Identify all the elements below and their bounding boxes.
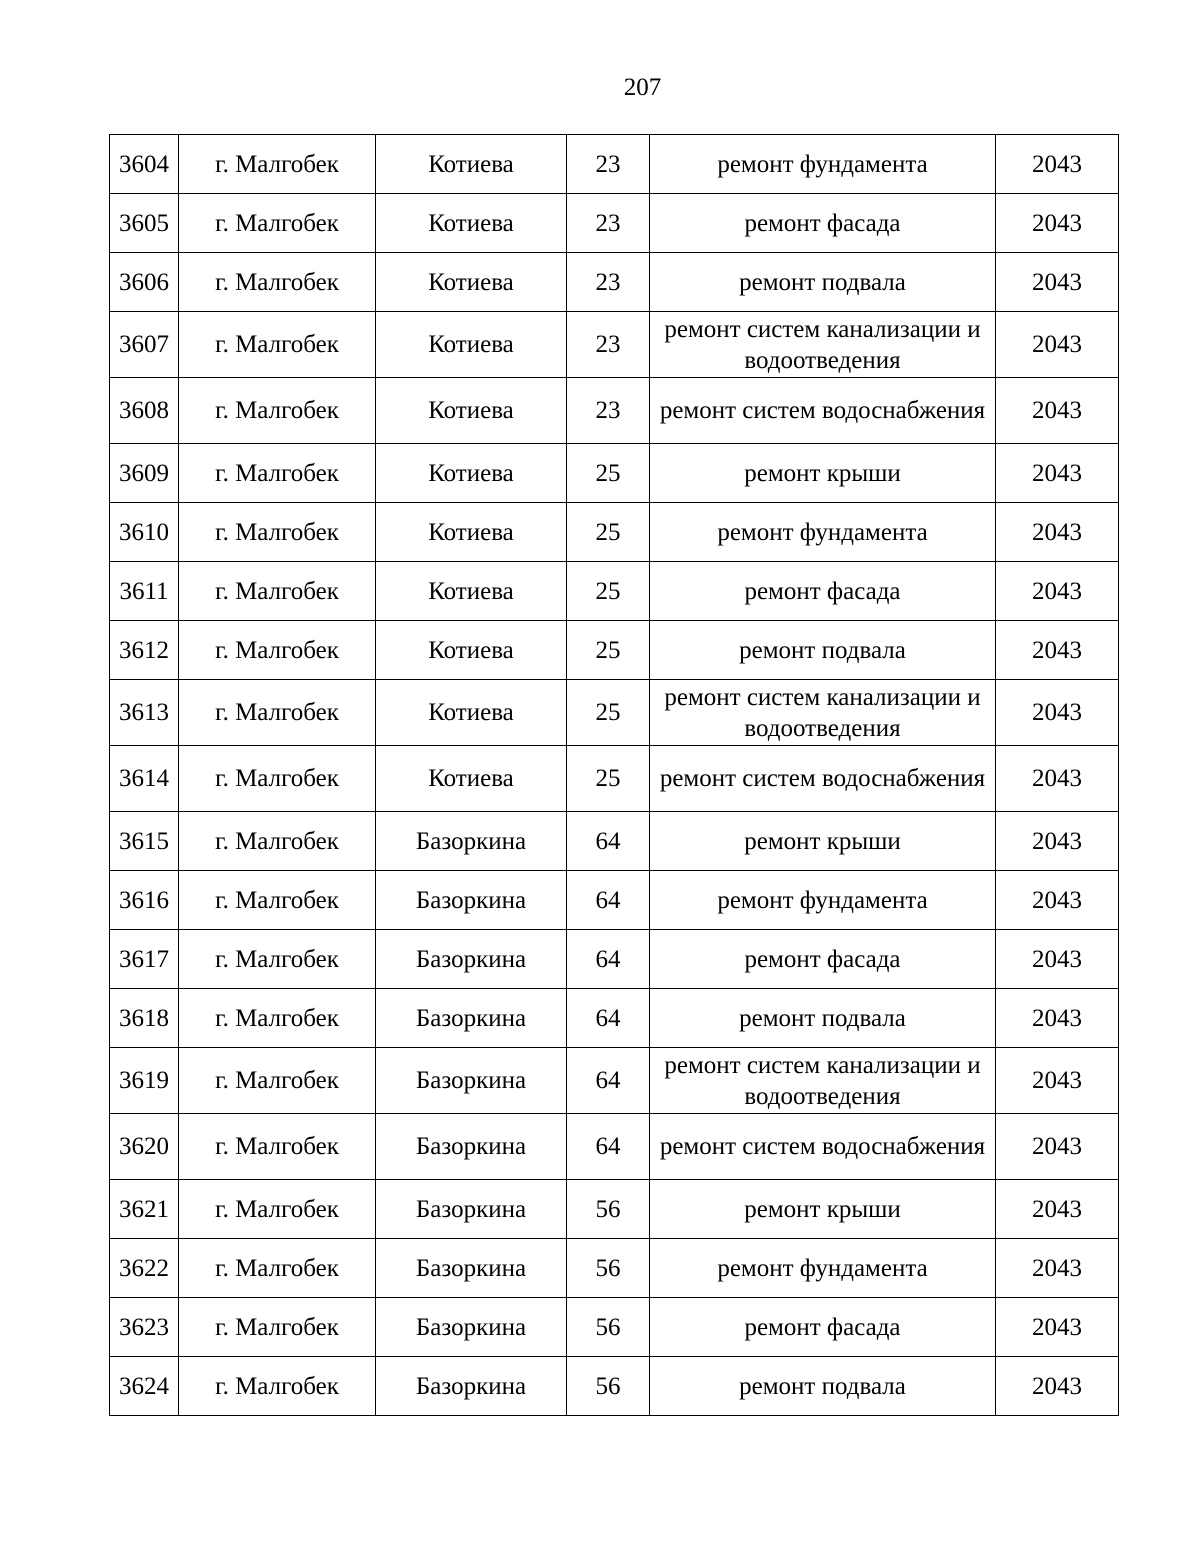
street-cell: Котиева — [376, 621, 567, 680]
house-cell: 23 — [567, 135, 650, 194]
year-cell: 2043 — [996, 680, 1119, 746]
row-number-cell: 3610 — [110, 503, 179, 562]
house-cell: 56 — [567, 1239, 650, 1298]
city-cell: г. Малгобек — [179, 562, 376, 621]
city-cell: г. Малгобек — [179, 930, 376, 989]
row-number-cell: 3615 — [110, 812, 179, 871]
row-number-cell: 3614 — [110, 746, 179, 812]
work-type-cell: ремонт систем канализации и водоотведения — [650, 1048, 996, 1114]
work-type-cell: ремонт крыши — [650, 444, 996, 503]
street-cell: Котиева — [376, 503, 567, 562]
row-number-cell: 3607 — [110, 312, 179, 378]
city-cell: г. Малгобек — [179, 989, 376, 1048]
row-number-cell: 3619 — [110, 1048, 179, 1114]
table-row — [110, 1114, 1119, 1180]
city-cell: г. Малгобек — [179, 746, 376, 812]
table-row — [110, 989, 1119, 1048]
house-cell: 56 — [567, 1298, 650, 1357]
house-cell: 56 — [567, 1180, 650, 1239]
year-cell: 2043 — [996, 1180, 1119, 1239]
street-cell: Базоркина — [376, 871, 567, 930]
house-cell: 25 — [567, 680, 650, 746]
year-cell: 2043 — [996, 1357, 1119, 1416]
year-cell: 2043 — [996, 562, 1119, 621]
work-type-cell: ремонт систем канализации и водоотведения — [650, 312, 996, 378]
row-number-cell: 3620 — [110, 1114, 179, 1180]
house-cell: 25 — [567, 562, 650, 621]
city-cell: г. Малгобек — [179, 1114, 376, 1180]
row-number-cell: 3616 — [110, 871, 179, 930]
table-row — [110, 621, 1119, 680]
table-row — [110, 930, 1119, 989]
table-row — [110, 253, 1119, 312]
row-number-cell: 3611 — [110, 562, 179, 621]
work-type-cell: ремонт фундамента — [650, 135, 996, 194]
year-cell: 2043 — [996, 871, 1119, 930]
table-row — [110, 1298, 1119, 1357]
row-number-cell: 3617 — [110, 930, 179, 989]
street-cell: Котиева — [376, 680, 567, 746]
row-number-cell: 3609 — [110, 444, 179, 503]
row-number-cell: 3623 — [110, 1298, 179, 1357]
house-cell: 64 — [567, 1114, 650, 1180]
year-cell: 2043 — [996, 746, 1119, 812]
table-row — [110, 378, 1119, 444]
street-cell: Котиева — [376, 378, 567, 444]
street-cell: Котиева — [376, 562, 567, 621]
row-number-cell: 3605 — [110, 194, 179, 253]
work-type-cell: ремонт систем водоснабжения — [650, 746, 996, 812]
house-cell: 23 — [567, 378, 650, 444]
street-cell: Котиева — [376, 253, 567, 312]
city-cell: г. Малгобек — [179, 1048, 376, 1114]
work-type-cell: ремонт систем канализации и водоотведения — [650, 680, 996, 746]
work-type-cell: ремонт крыши — [650, 812, 996, 871]
year-cell: 2043 — [996, 930, 1119, 989]
house-cell: 25 — [567, 503, 650, 562]
city-cell: г. Малгобек — [179, 621, 376, 680]
city-cell: г. Малгобек — [179, 1357, 376, 1416]
street-cell: Базоркина — [376, 1239, 567, 1298]
city-cell: г. Малгобек — [179, 503, 376, 562]
city-cell: г. Малгобек — [179, 812, 376, 871]
house-cell: 23 — [567, 312, 650, 378]
year-cell: 2043 — [996, 621, 1119, 680]
city-cell: г. Малгобек — [179, 312, 376, 378]
year-cell: 2043 — [996, 444, 1119, 503]
table-row — [110, 444, 1119, 503]
city-cell: г. Малгобек — [179, 378, 376, 444]
house-cell: 64 — [567, 930, 650, 989]
table-row — [110, 1180, 1119, 1239]
street-cell: Базоркина — [376, 1180, 567, 1239]
house-cell: 23 — [567, 253, 650, 312]
year-cell: 2043 — [996, 989, 1119, 1048]
city-cell: г. Малгобек — [179, 1239, 376, 1298]
city-cell: г. Малгобек — [179, 680, 376, 746]
street-cell: Базоркина — [376, 1114, 567, 1180]
year-cell: 2043 — [996, 194, 1119, 253]
house-cell: 64 — [567, 989, 650, 1048]
row-number-cell: 3608 — [110, 378, 179, 444]
repair-schedule-table — [109, 134, 1119, 1416]
street-cell: Базоркина — [376, 1357, 567, 1416]
table-row — [110, 135, 1119, 194]
work-type-cell: ремонт систем водоснабжения — [650, 378, 996, 444]
row-number-cell: 3618 — [110, 989, 179, 1048]
street-cell: Котиева — [376, 194, 567, 253]
work-type-cell: ремонт подвала — [650, 621, 996, 680]
table-row — [110, 812, 1119, 871]
year-cell: 2043 — [996, 1298, 1119, 1357]
work-type-cell: ремонт систем водоснабжения — [650, 1114, 996, 1180]
work-type-cell: ремонт крыши — [650, 1180, 996, 1239]
city-cell: г. Малгобек — [179, 1180, 376, 1239]
city-cell: г. Малгобек — [179, 135, 376, 194]
street-cell: Котиева — [376, 444, 567, 503]
row-number-cell: 3613 — [110, 680, 179, 746]
house-cell: 25 — [567, 746, 650, 812]
table-row — [110, 871, 1119, 930]
house-cell: 23 — [567, 194, 650, 253]
table-row — [110, 1048, 1119, 1114]
row-number-cell: 3624 — [110, 1357, 179, 1416]
year-cell: 2043 — [996, 503, 1119, 562]
year-cell: 2043 — [996, 135, 1119, 194]
row-number-cell: 3604 — [110, 135, 179, 194]
house-cell: 64 — [567, 812, 650, 871]
year-cell: 2043 — [996, 812, 1119, 871]
house-cell: 64 — [567, 871, 650, 930]
work-type-cell: ремонт подвала — [650, 1357, 996, 1416]
street-cell: Базоркина — [376, 989, 567, 1048]
work-type-cell: ремонт фасада — [650, 1298, 996, 1357]
work-type-cell: ремонт фундамента — [650, 1239, 996, 1298]
work-type-cell: ремонт фундамента — [650, 503, 996, 562]
work-type-cell: ремонт фасада — [650, 194, 996, 253]
work-type-cell: ремонт подвала — [650, 989, 996, 1048]
table-row — [110, 194, 1119, 253]
house-cell: 25 — [567, 621, 650, 680]
table-body — [110, 135, 1119, 1416]
table-row — [110, 503, 1119, 562]
row-number-cell: 3621 — [110, 1180, 179, 1239]
work-type-cell: ремонт подвала — [650, 253, 996, 312]
work-type-cell: ремонт фундамента — [650, 871, 996, 930]
street-cell: Котиева — [376, 135, 567, 194]
house-cell: 25 — [567, 444, 650, 503]
street-cell: Базоркина — [376, 812, 567, 871]
year-cell: 2043 — [996, 1048, 1119, 1114]
table-row — [110, 562, 1119, 621]
city-cell: г. Малгобек — [179, 253, 376, 312]
street-cell: Базоркина — [376, 1298, 567, 1357]
row-number-cell: 3606 — [110, 253, 179, 312]
street-cell: Базоркина — [376, 930, 567, 989]
row-number-cell: 3612 — [110, 621, 179, 680]
page-number: 207 — [623, 74, 662, 101]
house-cell: 56 — [567, 1357, 650, 1416]
work-type-cell: ремонт фасада — [650, 930, 996, 989]
city-cell: г. Малгобек — [179, 871, 376, 930]
year-cell: 2043 — [996, 378, 1119, 444]
table-row — [110, 312, 1119, 378]
row-number-cell: 3622 — [110, 1239, 179, 1298]
city-cell: г. Малгобек — [179, 444, 376, 503]
city-cell: г. Малгобек — [179, 1298, 376, 1357]
table-row — [110, 1239, 1119, 1298]
work-type-cell: ремонт фасада — [650, 562, 996, 621]
table-row — [110, 746, 1119, 812]
house-cell: 64 — [567, 1048, 650, 1114]
year-cell: 2043 — [996, 312, 1119, 378]
year-cell: 2043 — [996, 253, 1119, 312]
street-cell: Котиева — [376, 746, 567, 812]
street-cell: Котиева — [376, 312, 567, 378]
table-row — [110, 1357, 1119, 1416]
city-cell: г. Малгобек — [179, 194, 376, 253]
year-cell: 2043 — [996, 1239, 1119, 1298]
street-cell: Базоркина — [376, 1048, 567, 1114]
table-row — [110, 680, 1119, 746]
year-cell: 2043 — [996, 1114, 1119, 1180]
